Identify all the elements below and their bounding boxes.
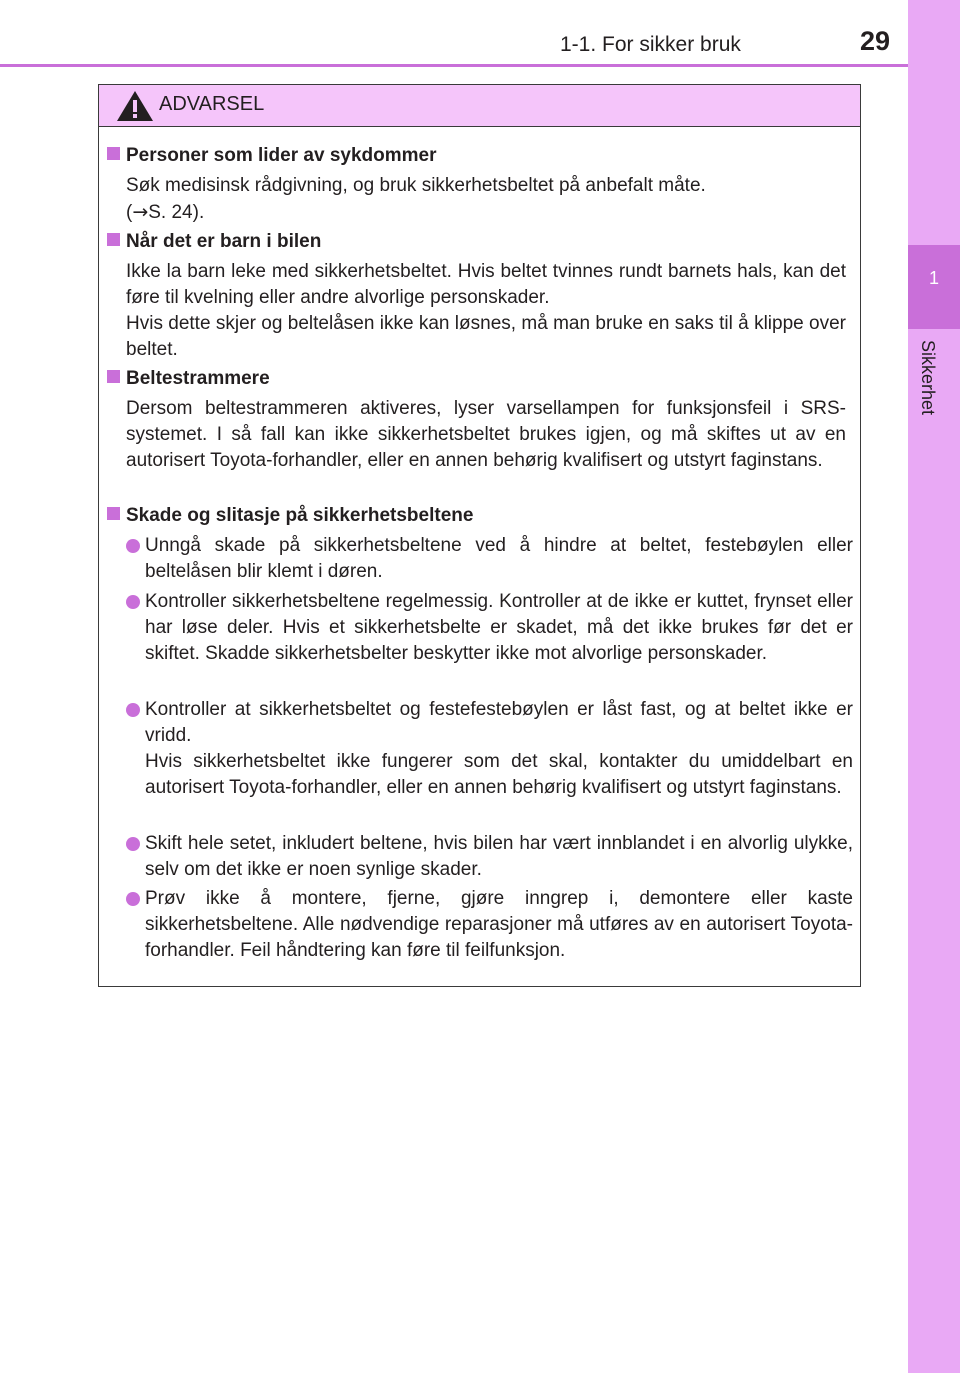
side-tab xyxy=(908,0,960,1373)
square-bullet-icon xyxy=(107,147,120,160)
square-bullet-icon xyxy=(107,370,120,383)
section-text: Søk medisinsk rådgivning, og bruk sikkerhetsbeltet på anbefalt måte. (→S. 24). xyxy=(126,175,706,223)
section-heading xyxy=(107,368,270,390)
section-text-line: Søk medisinsk rådgivning, og bruk sikkerhetsbeltet på anbefalt måte. xyxy=(126,175,706,196)
section-text-line: Ikke la barn leke med sikkerhetsbeltet. Hvis beltet tvinnes rundt barnets hals, kan det føre til kvelning eller andre alvorlige personskader. xyxy=(126,261,846,308)
list-item-text: Hvis sikkerhetsbeltet ikke fungerer som det skal, kontakter du umiddelbart en autorisert Toyota-forhandler, eller en annen behørig kvalifisert og utstyrt faginstans. xyxy=(145,751,853,798)
list-item-text: Kontroller at sikkerhetsbeltet og festefestebøylen er låst fast, og at beltet ikke er vridd. xyxy=(145,699,853,746)
round-bullet-icon xyxy=(126,539,140,553)
square-bullet-icon xyxy=(107,507,120,520)
section-text xyxy=(126,259,846,363)
warning-title: ADVARSEL xyxy=(159,93,265,115)
round-bullet-icon xyxy=(126,703,140,717)
chapter-label: Sikkerhet xyxy=(918,340,938,416)
round-bullet-icon xyxy=(126,892,140,906)
page-reference[interactable]: S. 24). xyxy=(148,202,205,223)
heading-text: Personer som lider av sykdommer xyxy=(126,145,437,166)
list-item-text: Skift hele setet, inkludert beltene, hvis bilen har vært innblandet i en alvorlig ulykke, selv om det ikke er noen synlige skader. xyxy=(145,833,853,880)
heading-text: Beltestrammere xyxy=(126,368,270,389)
warning-box xyxy=(98,84,861,987)
section-heading xyxy=(107,145,436,167)
list-item xyxy=(126,697,853,801)
list-item-text: Unngå skade på sikkerhetsbeltene ved å hindre at beltet, festebøylen eller beltelåsen blir klemt i døren. xyxy=(145,535,853,582)
chapter-number: 1 xyxy=(928,268,939,288)
round-bullet-icon xyxy=(126,595,140,609)
header-rule xyxy=(0,64,908,67)
round-bullet-icon xyxy=(126,837,140,851)
section-heading xyxy=(107,231,321,253)
heading-text: Når det er barn i bilen xyxy=(126,231,322,252)
warning-triangle-icon xyxy=(116,90,154,122)
page-ref-arrow-icon: → xyxy=(132,201,149,223)
list-item xyxy=(126,886,853,964)
page-number: 29 xyxy=(860,26,891,56)
section-heading xyxy=(107,505,473,527)
warning-header xyxy=(99,85,860,127)
section-text-line: Hvis dette skjer og beltelåsen ikke kan løsnes, må man bruke en saks til å klippe over beltet. xyxy=(126,313,846,360)
heading-text: Skade og slitasje på sikkerhetsbeltene xyxy=(126,505,474,526)
list-item xyxy=(126,589,853,667)
list-item xyxy=(126,533,853,585)
section-title: 1-1. For sikker bruk xyxy=(560,33,741,56)
list-item-text: Kontroller sikkerhetsbeltene regelmessig. Kontroller at de ikke er kuttet, frynset eller har løse deler. Hvis et sikkerhetsbelte er skadet, må det ikke brukes før det er skiftet. Skadde sikkerhetsbelter beskytter ikke mot alvorlige personskader. xyxy=(145,591,853,664)
section-text: Dersom beltestrammeren aktiveres, lyser varsellampen for funksjonsfeil i SRS-systemet. I så fall kan ikke sikkerhetsbeltet brukes igjen, og må skiftes ut av en autorisert Toyota-forhandler, eller en annen behørig kvalifisert og utstyrt faginstans. xyxy=(126,398,846,471)
square-bullet-icon xyxy=(107,233,120,246)
list-item xyxy=(126,831,853,883)
list-item-text: Prøv ikke å montere, fjerne, gjøre inngrep i, demontere eller kaste sikkerhetsbeltene. Alle nødvendige reparasjoner må utføres av en autorisert Toyota-forhandler. Feil håndtering kan føre til feilfunksjon. xyxy=(145,888,853,961)
